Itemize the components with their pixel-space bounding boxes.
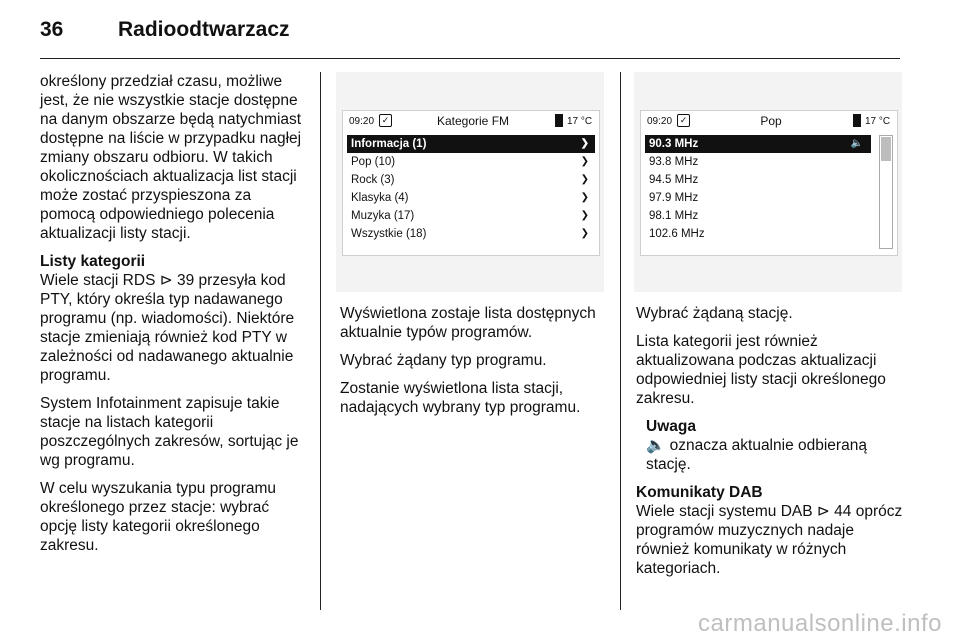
list-item-label: Informacja (1) [351, 138, 427, 150]
list-item[interactable] [347, 189, 595, 207]
note-box [636, 417, 906, 474]
chevron-right-icon: ❯ [580, 174, 589, 185]
thermometer-icon [853, 114, 861, 127]
list-item[interactable] [347, 225, 595, 243]
column-2 [340, 304, 608, 426]
list-item-label: 93.8 MHz [649, 156, 699, 168]
page-title: Radioodtwarzacz [118, 18, 290, 41]
temperature: 17 °C [865, 116, 891, 127]
page-number: 36 [40, 18, 64, 41]
list-item[interactable] [347, 171, 595, 189]
screenshot-pop-stations [634, 72, 902, 292]
list-item-label: Klasyka (4) [351, 192, 409, 204]
watermark: carmanualsonline.info [698, 610, 942, 637]
list-item-label: 90.3 MHz [649, 138, 699, 150]
list-item[interactable] [645, 189, 871, 207]
paragraph: W celu wyszukania typu programu określonego przez stacje: wybrać opcję listy kategorii określonego zakresu. [40, 480, 277, 554]
temperature: 17 °C [567, 116, 593, 127]
chevron-right-icon: ❯ [580, 210, 589, 221]
note-text: 🔈 oznacza aktualnie odbieraną stację. [646, 437, 867, 473]
paragraph: określony przedział czasu, możliwe jest, że nie wszystkie stacje dostępne na danym obszarze będą natychmiast dostępne na liście w przypadku nagłej zmiany obszaru odbioru. W takich okolicznościach aktualizacja list stacji może zostać przyspieszona za pomocą odpowiedniego polecenia aktualizacji listy stacji. [40, 73, 302, 242]
list-item[interactable] [645, 207, 871, 225]
column-3 [636, 304, 906, 587]
paragraph: System Infotainment zapisuje takie stacje na listach kategorii poszczególnych zakresów, sortując je wg programu. [40, 395, 299, 469]
display-screen [342, 110, 600, 256]
list-item[interactable] [347, 135, 595, 153]
scrollbar-thumb [881, 137, 891, 161]
chevron-right-icon: ❯ [580, 228, 589, 239]
chevron-right-icon: ❯ [580, 192, 589, 203]
list-item[interactable] [347, 153, 595, 171]
category-list [347, 135, 595, 243]
paragraph: Wybrać żądaną stację. [636, 305, 793, 322]
scrollbar [879, 135, 893, 249]
paragraph: Wyświetlona zostaje lista dostępnych aktualnie typów programów. [340, 305, 596, 341]
paragraph: Wybrać żądany typ programu. [340, 352, 547, 369]
list-item[interactable] [645, 153, 871, 171]
list-item[interactable] [347, 207, 595, 225]
list-item[interactable] [645, 171, 871, 189]
chevron-right-icon: ❯ [580, 156, 589, 167]
list-item-label: Rock (3) [351, 174, 395, 186]
column-1 [40, 72, 308, 564]
list-item-label: 98.1 MHz [649, 210, 699, 222]
column-divider [620, 72, 621, 610]
display-screen [640, 110, 898, 256]
list-item-label: 97.9 MHz [649, 192, 699, 204]
screen-title: Pop [760, 114, 782, 128]
paragraph: Wiele stacji systemu DAB ⊳ 44 oprócz programów muzycznych nadaje również komunikaty w różnych kategoriach. [636, 503, 903, 577]
status-bar [641, 111, 897, 131]
list-item-label: 94.5 MHz [649, 174, 699, 186]
station-list [645, 135, 871, 243]
paragraph: Lista kategorii jest również aktualizowana podczas aktualizacji odpowiedniej listy stacji określonego zakresu. [636, 333, 886, 407]
note-heading: Uwaga [646, 418, 696, 435]
list-item-label: Wszystkie (18) [351, 228, 427, 240]
status-bar [343, 111, 599, 131]
list-item-label: Pop (10) [351, 156, 396, 168]
section-heading-category-lists: Listy kategorii [40, 253, 146, 270]
list-item[interactable] [645, 225, 871, 243]
page-header [40, 14, 920, 54]
header-rule [40, 58, 900, 59]
speaker-icon: 🔈 [850, 138, 863, 149]
list-item-label: 102.6 MHz [649, 228, 705, 240]
column-divider [320, 72, 321, 610]
checkbox-icon: ✓ [379, 114, 392, 127]
chevron-right-icon: ❯ [580, 138, 589, 149]
screen-title: Kategorie FM [436, 114, 510, 128]
clock-time: 09:20 [647, 116, 673, 127]
list-item[interactable] [645, 135, 871, 153]
thermometer-icon [555, 114, 563, 127]
paragraph: Wiele stacji RDS ⊳ 39 przesyła kod PTY, który określa typ nadawanego programu (np. wiadomości). Niektóre stacje zmieniają również kod PTY w zależności od nadawanego aktualnie programu. [40, 272, 295, 384]
list-item-label: Muzyka (17) [351, 210, 415, 222]
checkbox-icon: ✓ [677, 114, 690, 127]
clock-time: 09:20 [349, 116, 375, 127]
screenshot-fm-categories [336, 72, 604, 292]
paragraph: Zostanie wyświetlona lista stacji, nadających wybrany typ programu. [340, 380, 581, 416]
section-heading-dab: Komunikaty DAB [636, 484, 763, 501]
